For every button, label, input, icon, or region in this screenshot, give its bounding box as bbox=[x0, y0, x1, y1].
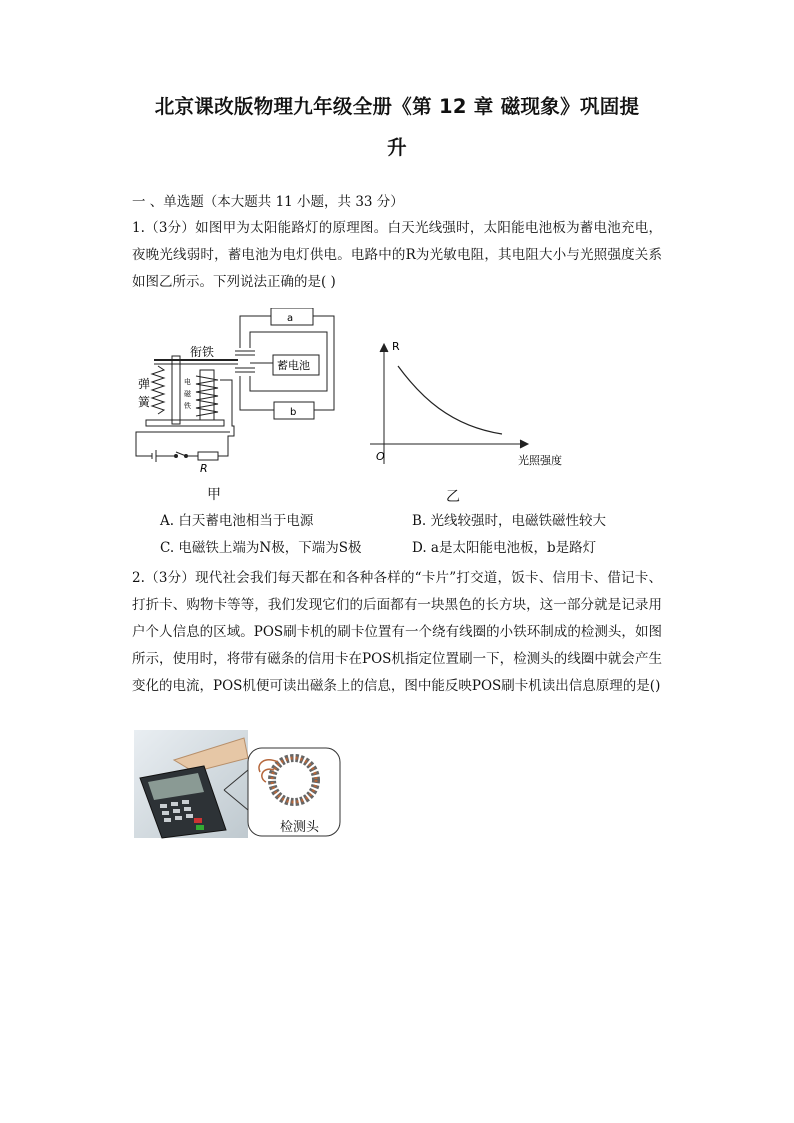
origin-label: O bbox=[376, 450, 385, 463]
question-1-text: 1.（3分）如图甲为太阳能路灯的原理图。白天光线强时，太阳能电池板为蓄电池充电，夜晚光线弱时，蓄电池为电灯供电。电路中的R为光敏电阻，其电阻大小与光照强度关系如图乙所示。下列说法正确的是( ) bbox=[132, 220, 662, 290]
box-a-label: a bbox=[287, 313, 294, 324]
figure-yi-caption: 乙 bbox=[446, 489, 460, 505]
figure-jia-circuit bbox=[128, 308, 348, 478]
option-a[interactable]: A. 白天蓄电池相当于电源 bbox=[160, 513, 314, 529]
y-axis-label: R bbox=[392, 340, 400, 353]
question-2-text: 2.（3分）现代社会我们每天都在和各种各样的“卡片”打交道，饭卡、信用卡、借记卡、打折卡、购物卡等等，我们发现它们的后面都有一块黑色的长方块，这一部分就是记录用户个人信息的区域。POS刷卡机的刷卡位置有一个绕有线圈的小铁环制成的检测头，如图所示，使用时，将带有磁条的信用卡在POS机指定位置刷一下，检测头的线圈中就会产生变化的电流，POS机便可读出磁条上的信息，图中能反映POS刷卡机读出信息原理的是() bbox=[132, 570, 662, 694]
option-b[interactable]: B. 光线较强时，电磁铁磁性较大 bbox=[412, 513, 607, 529]
document-title bbox=[120, 86, 674, 168]
figure-yi-graph bbox=[362, 336, 578, 476]
x-axis-label: 光照强度 bbox=[518, 454, 562, 467]
electromagnet-label-1: 电 bbox=[184, 378, 191, 386]
option-c[interactable]: C. 电磁铁上端为N极，下端为S极 bbox=[160, 540, 362, 556]
title-line-2: 升 bbox=[387, 136, 407, 159]
figure-jia-caption: 甲 bbox=[207, 487, 221, 503]
section-heading: 一 、单选题（本大题共 11 小题，共 33 分） bbox=[132, 194, 404, 210]
detection-head-label: 检测头 bbox=[280, 820, 320, 835]
electromagnet-label-2: 磁 bbox=[184, 390, 191, 398]
option-d[interactable]: D. a是太阳能电池板，b是路灯 bbox=[412, 540, 597, 556]
spring-label-1: 弹 bbox=[138, 377, 151, 391]
armature-label: 衔铁 bbox=[190, 345, 215, 359]
electromagnet-label-3: 铁 bbox=[184, 402, 191, 410]
title-line-1: 北京课改版物理九年级全册《第 12 章 磁现象》巩固提 bbox=[154, 95, 640, 118]
resistor-label: R bbox=[200, 462, 208, 475]
box-b-label: b bbox=[290, 407, 297, 418]
spring-label-2: 簧 bbox=[138, 395, 151, 409]
battery-label: 蓄电池 bbox=[277, 359, 310, 372]
